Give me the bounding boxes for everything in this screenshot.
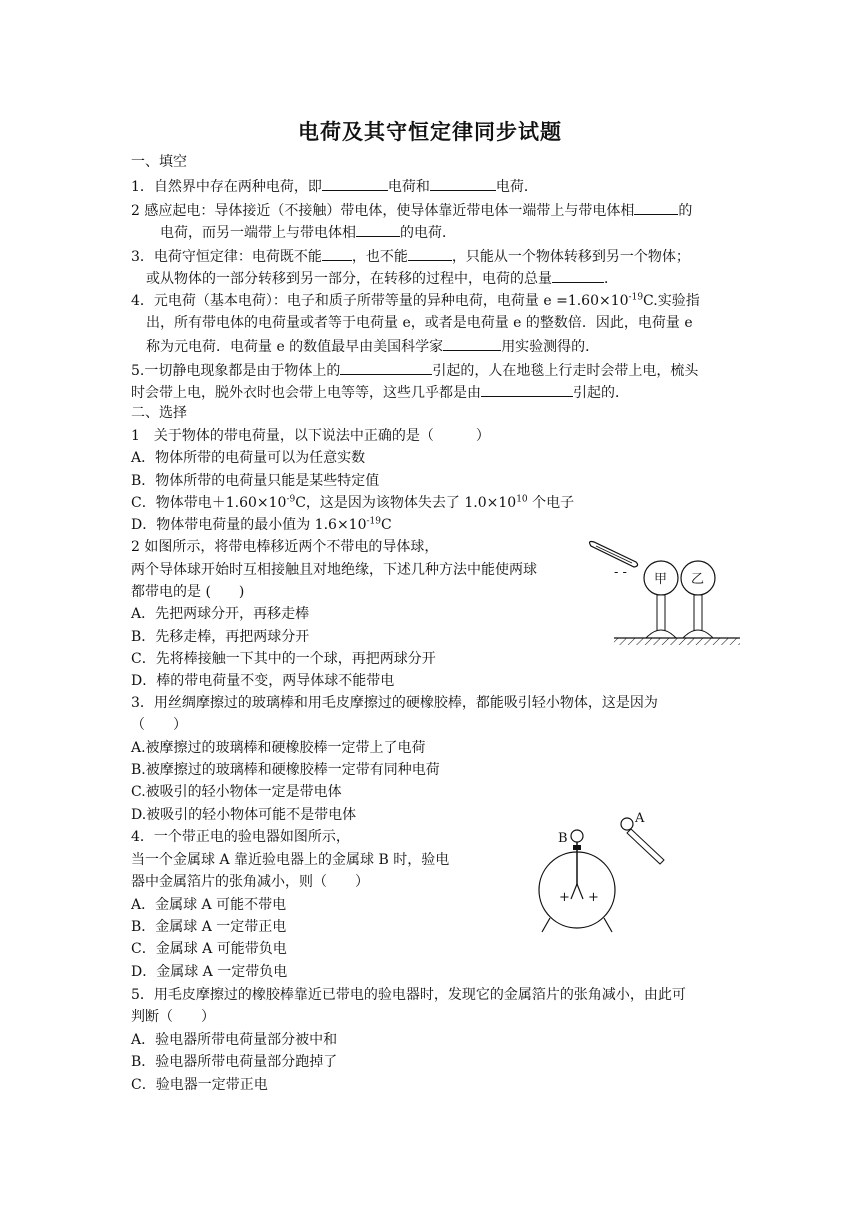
fill-question-3-line2: 或从物体的一部分转移到另一部分，在转移的过程中，电荷的总量 ． bbox=[146, 268, 618, 288]
choice-5-option-a: A．验电器所带电荷量部分被中和 bbox=[131, 1032, 338, 1048]
choice-3-option-a: A.被摩擦过的玻璃棒和硬橡胶棒一定带上了电荷 bbox=[131, 740, 426, 756]
insulating-handle bbox=[627, 829, 664, 864]
choice-2-option-c: C．先将棒接触一下其中的一个球，再把两球分开 bbox=[131, 651, 436, 667]
choice-4-option-a: A．金属球 A 可能不带电 bbox=[131, 897, 287, 913]
section-fill-heading: 一、填空 bbox=[131, 154, 187, 170]
stand-right bbox=[694, 595, 702, 633]
choice-question-3-stem-line1: 3．用丝绸摩擦过的玻璃棒和用毛皮摩擦过的硬橡胶棒，都能吸引轻小物体，这是因为 bbox=[131, 695, 658, 711]
choice-4-option-d: D．金属球 A 一定带负电 bbox=[131, 964, 288, 980]
answer-blank bbox=[340, 360, 432, 375]
choice-question-1-stem: 1 关于物体的带电荷量，以下说法中正确的是（ ） bbox=[131, 428, 490, 444]
label-a: A bbox=[635, 811, 645, 826]
foil-leaf-right bbox=[577, 884, 583, 899]
base-right bbox=[683, 630, 713, 638]
choice-question-5-stem-line2: 判断（ ） bbox=[131, 1009, 215, 1025]
answer-blank bbox=[443, 336, 501, 351]
choice-question-2-stem-line1: 2 如图所示，将带电棒移近两个不带电的导体球， bbox=[131, 539, 439, 555]
sphere-jia-label: 甲 bbox=[654, 572, 668, 587]
choice-1-option-d: D．物体带电荷量的最小值为 $1.6\times 10^{-19}C$ bbox=[131, 516, 392, 533]
choice-5-option-c: C．验电器一定带正电 bbox=[131, 1077, 268, 1093]
ground-hatch bbox=[614, 638, 740, 645]
choice-4-option-c: C．金属球 A 可能带负电 bbox=[131, 941, 287, 957]
answer-blank bbox=[481, 382, 573, 397]
choice-5-option-b: B．验电器所带电荷量部分跑掉了 bbox=[131, 1054, 338, 1070]
answer-blank bbox=[322, 176, 388, 191]
choice-question-3-stem-line2: （ ） bbox=[131, 717, 187, 733]
base-left bbox=[646, 630, 676, 638]
choice-4-option-b: B．金属球 A 一定带正电 bbox=[131, 919, 287, 935]
figure-electroscope bbox=[530, 808, 690, 940]
foil-leaf-left bbox=[571, 884, 577, 899]
answer-blank bbox=[552, 268, 604, 283]
choice-3-option-b: B.被摩擦过的玻璃棒和硬橡胶棒一定带有同种电荷 bbox=[131, 762, 440, 778]
figure-charged-rod-spheres bbox=[584, 536, 744, 652]
metal-ball-b bbox=[571, 830, 583, 842]
choice-3-option-c: C.被吸引的轻小物体一定是带电体 bbox=[131, 784, 342, 800]
choice-question-2-stem-line3: 都带电的是 ( ) bbox=[131, 584, 245, 600]
choice-question-2-stem-line2: 两个导体球开始时互相接触且对地绝缘，下述几种方法中能使两球 bbox=[131, 562, 537, 578]
choice-3-option-d: D.被吸引的轻小物体可能不是带电体 bbox=[131, 807, 357, 823]
foot-right bbox=[604, 918, 612, 932]
answer-blank bbox=[322, 246, 352, 261]
section-choice-heading: 二、选择 bbox=[131, 405, 187, 421]
plus-sign-left: + bbox=[559, 890, 570, 905]
choice-question-4-stem-line3: 器中金属箔片的张角减小，则（ ） bbox=[131, 874, 369, 890]
fill-question-4-line3: 称为元电荷．电荷量 e 的数值最早由美国科学家 用实验测得的． bbox=[146, 336, 599, 356]
fill-question-2-line1: 2 感应起电：导体接近（不接触）带电体，使导体靠近带电体一端带上与带电体相 的 bbox=[131, 200, 692, 220]
plus-sign-right: + bbox=[588, 890, 599, 905]
answer-blank bbox=[430, 176, 496, 191]
label-b: B bbox=[558, 831, 568, 846]
answer-blank bbox=[634, 200, 678, 215]
insulating-plug bbox=[573, 845, 581, 850]
answer-blank bbox=[356, 222, 400, 237]
choice-question-4-stem-line2: 当一个金属球 A 靠近验电器上的金属球 B 时，验电 bbox=[131, 852, 450, 868]
stand-left bbox=[657, 595, 665, 633]
fill-question-3-line1: 3．电荷守恒定律：电荷既不能 ，也不能 ，只能从一个物体转移到另一个物体； bbox=[131, 246, 690, 266]
fill-question-4-line1: 4．元电荷（基本电荷）：电子和质子所带等量的异种电荷，电荷量 $e =1.60\times 10^{-19}C$.实验指 bbox=[131, 292, 700, 309]
choice-1-option-a: A．物体所带的电荷量可以为任意实数 bbox=[131, 450, 366, 466]
choice-1-option-c: C．物体带电$+1.60\times 10^{-9}C$，这是因为该物体失去了 $1.0\times 10^{10}$ 个电子 bbox=[131, 494, 575, 511]
choice-2-option-d: D．棒的带电荷量不变，两导体球不能带电 bbox=[131, 673, 395, 689]
answer-blank bbox=[408, 246, 452, 261]
choice-2-option-a: A．先把两球分开，再移走棒 bbox=[131, 606, 310, 622]
choice-question-4-stem-line1: 4．一个带正电的验电器如图所示， bbox=[131, 829, 350, 845]
metal-ball-a bbox=[621, 818, 633, 830]
choice-1-option-b: B．物体所带的电荷量只能是某些特定值 bbox=[131, 473, 380, 489]
fill-question-5-line2: 时会带上电，脱外衣时也会带上电等等，这些几乎都是由 引起的． bbox=[131, 382, 629, 402]
choice-2-option-b: B．先移走棒，再把两球分开 bbox=[131, 629, 310, 645]
rod-charge-marks: - - bbox=[614, 565, 627, 580]
sphere-yi-label: 乙 bbox=[691, 572, 705, 587]
fill-question-1: 1．自然界中存在两种电荷，即 电荷和 电荷． bbox=[131, 176, 538, 196]
page-title: 电荷及其守恒定律同步试题 bbox=[298, 120, 562, 144]
foot-left bbox=[542, 918, 550, 932]
charged-rod bbox=[590, 542, 638, 568]
fill-question-5-line1: 5.一切静电现象都是由于物体上的 引起的，人在地毯上行走时会带上电，梳头 bbox=[131, 360, 698, 380]
choice-question-5-stem-line1: 5．用毛皮摩擦过的橡胶棒靠近已带电的验电器时，发现它的金属箔片的张角减小，由此可 bbox=[131, 987, 686, 1003]
fill-question-2-line2: 电荷，而另一端带上与带电体相 的电荷． bbox=[160, 222, 456, 242]
fill-question-4-line2: 出，所有带电体的电荷量或者等于电荷量 e，或者是电荷量 e 的整数倍．因此，电荷量 e bbox=[146, 315, 693, 331]
